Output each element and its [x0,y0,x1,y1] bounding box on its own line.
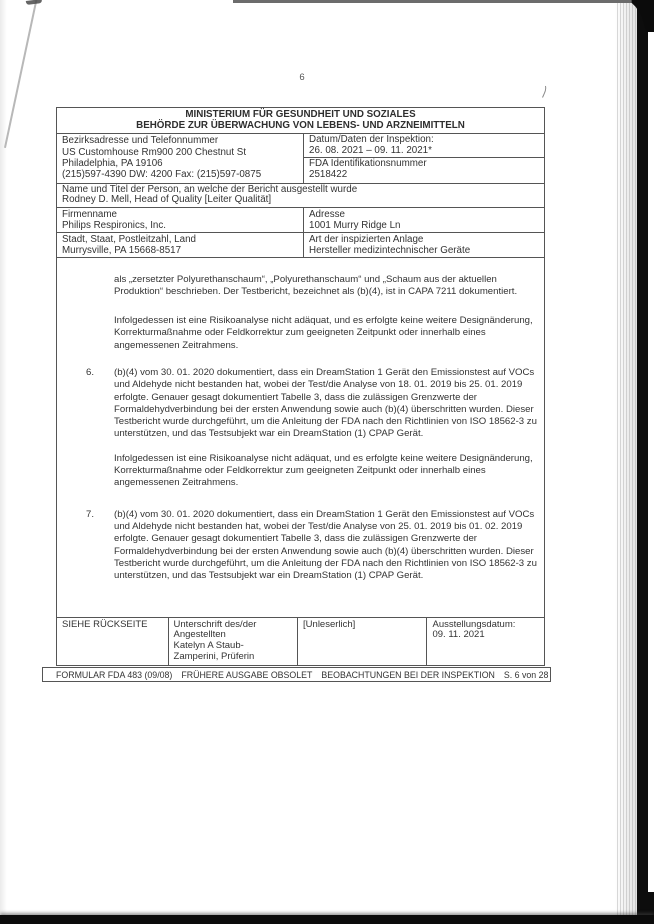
row-address-inspection [57,134,544,184]
form-id: FORMULAR FDA 483 (09/08) [56,669,173,680]
scan-top-edge-shadow [233,0,637,3]
observation-text: Infolgedessen ist eine Risikoanalyse nicht adäquat, und es erfolgte keine weitere Designänderung, Korrekturmaßnahme oder Feldkorrektur zum geeigneten Zeitpunkt oder innerhalb eines angemessenen Zeitrahmens. [114,452,533,489]
signature-placeholder-cell: [Unleserlich] [298,618,427,665]
scan-bottom-black-band [0,915,654,924]
firm-name-cell [57,208,304,232]
signature-section [57,618,544,665]
page-number: 6 [299,72,305,83]
issued-to-cell [57,184,544,206]
district-address-line3: (215)597-4390 DW: 4200 Fax: (215)597-0875 [62,169,262,181]
header-title-line1: MINISTERIUM FÜR GESUNDHEIT UND SOZIALES [185,109,416,120]
facility-type-cell [304,233,544,257]
form-footer [42,667,551,682]
observation-number: 7. [86,508,95,520]
observation-number [86,453,114,490]
employee-name: Katelyn A Staub-Zamperini, Prüferin [173,640,255,662]
city-state-label: Stadt, Staat, Postleitzahl, Land [62,233,196,245]
fda-id-cell [304,158,544,183]
observation-text: (b)(4) vom 30. 01. 2020 dokumentiert, dass ein DreamStation 1 Gerät den Emissionstest auf VOCs und Aldehyde nicht bestanden hat, wobei der Test/die Analyse von 18. 01. 2019 bis 25. 01. 2019 erfolgte. Genauer gesagt dokumentiert Tabelle 3, dass die zulässigen Grenzwerte der Formaldehydverbindung bei der ersten Anwendung sowie auch (b)(4) überschritten wurden. Dieser Testbericht wurde durchgeführt, um die Anleitung der FDA nach den Richtlinien von ISO 18562-3 zu unterstützen, und das Testsubjekt war ein DreamStation (1) CPAP Gerät. [114,366,537,440]
issued-to-label: Name und Titel der Person, an welche der Bericht ausgestellt wurde [62,184,358,196]
city-state-cell [57,233,304,257]
inspection-info-cell [304,134,544,183]
issue-date-cell [427,618,544,665]
fda-id-value: 2518422 [309,168,348,180]
observation-number: 6. [86,366,95,378]
observation-text: als „zersetzter Polyurethanschaum“, „Polyurethanschaum“ und „Schaum aus der aktuellen Produktion“ beschrieben. Der Testbericht, bezeichnet als (b)(4), ist in CAPA 7211 dokumentiert. [114,273,518,297]
fda-483-form [56,107,545,666]
fda-id-label: FDA Identifikationsnummer [309,158,427,170]
street-address-label: Adresse [309,208,345,220]
facility-type-label: Art der inspizierten Anlage [309,233,424,245]
district-address-cell [57,134,304,183]
observation-text: (b)(4) vom 30. 01. 2020 dokumentiert, dass ein DreamStation 1 Gerät den Emissionstest auf VOCs und Aldehyde nicht bestanden hat, wobei der Test/die Analyse von 25. 01. 2019 bis 01. 02. 2019 erfolgte. Genauer gesagt dokumentiert Tabelle 3, dass die zulässigen Grenzwerte der Formaldehydverbindung bei der ersten Anwendung sowie auch (b)(4) überschritten wurden. Dieser Testbericht wurde durchgeführt, um die Anleitung der FDA nach den Richtlinien von ISO 18562-3 zu unterstützen, und das Testsubjekt war ein DreamStation (1) CPAP Gerät. [114,508,537,582]
footer-page-info: S. 6 von 28 [503,669,549,680]
issue-date-value: 09. 11. 2021 [432,629,485,641]
observation-consequence [57,315,544,352]
footer-inspection-note: BEOBACHTUNGEN BEI DER INSPEKTION [321,669,495,680]
facility-type-value: Hersteller medizintechnischer Geräte [309,244,471,256]
observation-item-6 [57,367,544,441]
footer-obsolete-note: FRÜHERE AUSGABE OBSOLET [181,669,313,680]
inspection-date-cell [304,134,544,158]
district-address-label: Bezirksadresse und Telefonnummer [62,135,219,147]
observation-number [86,315,114,352]
observations-section [57,258,544,618]
scan-page-edge-streaks [615,3,637,918]
city-state-value: Murrysville, PA 15668-8517 [62,244,182,256]
observation-item-7 [57,509,544,583]
street-address-value: 1001 Murry Ridge Ln [309,219,401,231]
firm-name-label: Firmenname [62,208,117,220]
handwritten-pen-mark [539,85,549,104]
employee-signature-label: Unterschrift des/der Angestellten [173,618,257,641]
observation-consequence [57,453,544,490]
employee-signature-cell [169,618,299,665]
row-issued-to [57,184,544,207]
header-title-line2: BEHÖRDE ZUR ÜBERWACHUNG VON LEBENS- UND ARZNEIMITTELN [136,119,465,131]
observation-text: Infolgedessen ist eine Risikoanalyse nicht adäquat, und es erfolgte keine weitere Designänderung, Korrekturmaßnahme oder Feldkorrektur zum geeigneten Zeitpunkt oder innerhalb eines angemessenen Zeitrahmens. [114,315,533,351]
observation-number [86,274,114,299]
inspection-date-label: Datum/Daten der Inspektion: [309,134,434,146]
row-firm-address [57,208,544,233]
firm-name-value: Philips Respironics, Inc. [62,219,166,231]
observation-continuation [57,274,544,299]
row-city-facility [57,233,544,258]
issued-to-value: Rodney D. Mell, Head of Quality [Leiter Qualität] [62,194,272,206]
district-address-line2: Philadelphia, PA 19106 [62,157,163,169]
district-address-line1: US Customhouse Rm900 200 Chestnut St [62,146,247,158]
form-header [57,108,544,134]
inspection-date-value: 26. 08. 2021 – 09. 11. 2021* [309,144,432,156]
see-reverse-cell: SIEHE RÜCKSEITE [57,618,169,665]
scan-fold-line [4,0,37,148]
scan-right-black-band [637,0,648,924]
street-address-cell [304,208,544,232]
issue-date-label: Ausstellungsdatum: [432,618,516,630]
